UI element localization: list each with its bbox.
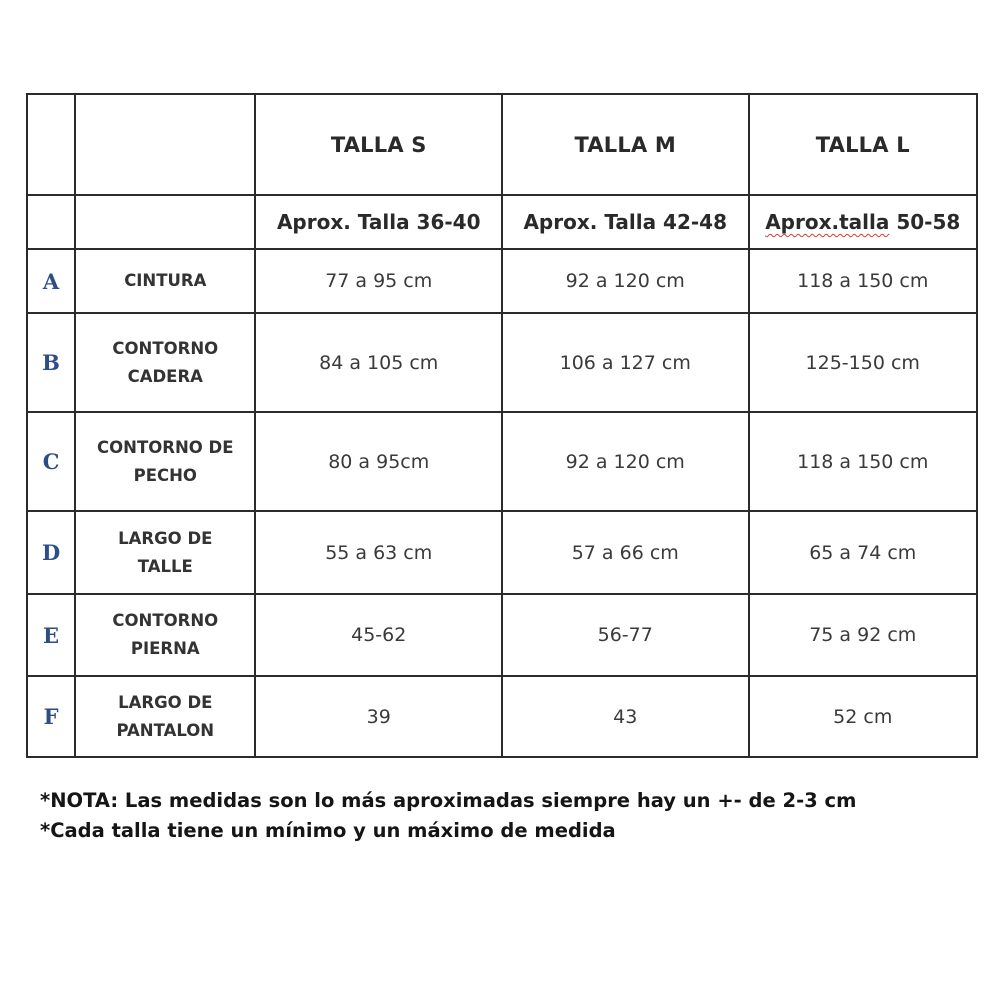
measure-label-line: PECHO bbox=[133, 465, 197, 485]
table-row bbox=[27, 511, 977, 594]
row-letter: B bbox=[27, 313, 75, 412]
measure-label-line: CONTORNO DE bbox=[97, 437, 234, 457]
size-m-approx: Aprox. Talla 42-48 bbox=[502, 195, 749, 249]
measure-label-line: LARGO DE bbox=[118, 528, 213, 548]
measure-label bbox=[75, 676, 255, 757]
size-m-value: 43 bbox=[502, 676, 749, 757]
measure-label-line: TALLE bbox=[137, 556, 193, 576]
size-l-value: 125-150 cm bbox=[749, 313, 978, 412]
table-row bbox=[27, 313, 977, 412]
table-row bbox=[27, 594, 977, 676]
measure-label bbox=[75, 249, 255, 313]
measure-label-line: LARGO DE bbox=[118, 692, 213, 712]
size-header-row bbox=[27, 94, 977, 195]
measure-label-line: CINTURA bbox=[124, 271, 207, 290]
size-l-value: 65 a 74 cm bbox=[749, 511, 978, 594]
measure-label-line: CADERA bbox=[127, 366, 203, 386]
size-s-header: TALLA S bbox=[255, 94, 502, 195]
size-l-value: 52 cm bbox=[749, 676, 978, 757]
row-letter: F bbox=[27, 676, 75, 757]
measure-label-line: PIERNA bbox=[130, 639, 200, 658]
empty-cell bbox=[27, 195, 75, 249]
approx-size-row bbox=[27, 195, 977, 249]
measure-label bbox=[75, 313, 255, 412]
table-row bbox=[27, 676, 977, 757]
size-s-value: 39 bbox=[255, 676, 502, 757]
measure-label bbox=[75, 511, 255, 594]
size-s-value: 77 a 95 cm bbox=[255, 249, 502, 313]
size-l-approx-range: 50-58 bbox=[889, 210, 961, 234]
size-l-value: 75 a 92 cm bbox=[749, 594, 978, 676]
row-letter: D bbox=[27, 511, 75, 594]
size-m-value: 92 a 120 cm bbox=[502, 249, 749, 313]
size-m-value: 106 a 127 cm bbox=[502, 313, 749, 412]
size-m-value: 57 a 66 cm bbox=[502, 511, 749, 594]
size-m-value: 56-77 bbox=[502, 594, 749, 676]
notes-block bbox=[40, 786, 980, 846]
size-l-approx-word: Aprox.talla bbox=[765, 210, 890, 234]
table-row bbox=[27, 249, 977, 313]
table-row bbox=[27, 412, 977, 511]
measure-label-line: PANTALON bbox=[116, 720, 215, 740]
size-chart-table bbox=[26, 93, 978, 758]
size-l-value: 118 a 150 cm bbox=[749, 249, 978, 313]
size-l-header: TALLA L bbox=[749, 94, 978, 195]
note-line: *NOTA: Las medidas son lo más aproximadas siempre hay un +- de 2-3 cm bbox=[40, 789, 857, 812]
measure-label bbox=[75, 412, 255, 511]
size-l-approx bbox=[749, 195, 978, 249]
size-s-value: 80 a 95cm bbox=[255, 412, 502, 511]
size-m-header: TALLA M bbox=[502, 94, 749, 195]
measure-label-line: CONTORNO bbox=[112, 611, 219, 630]
row-letter: E bbox=[27, 594, 75, 676]
size-s-value: 84 a 105 cm bbox=[255, 313, 502, 412]
empty-cell bbox=[75, 195, 255, 249]
row-letter: A bbox=[27, 249, 75, 313]
note-line: *Cada talla tiene un mínimo y un máximo de medida bbox=[40, 819, 616, 842]
empty-cell bbox=[27, 94, 75, 195]
size-s-approx: Aprox. Talla 36-40 bbox=[255, 195, 502, 249]
size-s-value: 45-62 bbox=[255, 594, 502, 676]
row-letter: C bbox=[27, 412, 75, 511]
size-s-value: 55 a 63 cm bbox=[255, 511, 502, 594]
empty-cell bbox=[75, 94, 255, 195]
size-m-value: 92 a 120 cm bbox=[502, 412, 749, 511]
size-l-value: 118 a 150 cm bbox=[749, 412, 978, 511]
measure-label-line: CONTORNO bbox=[112, 338, 219, 358]
measure-label bbox=[75, 594, 255, 676]
